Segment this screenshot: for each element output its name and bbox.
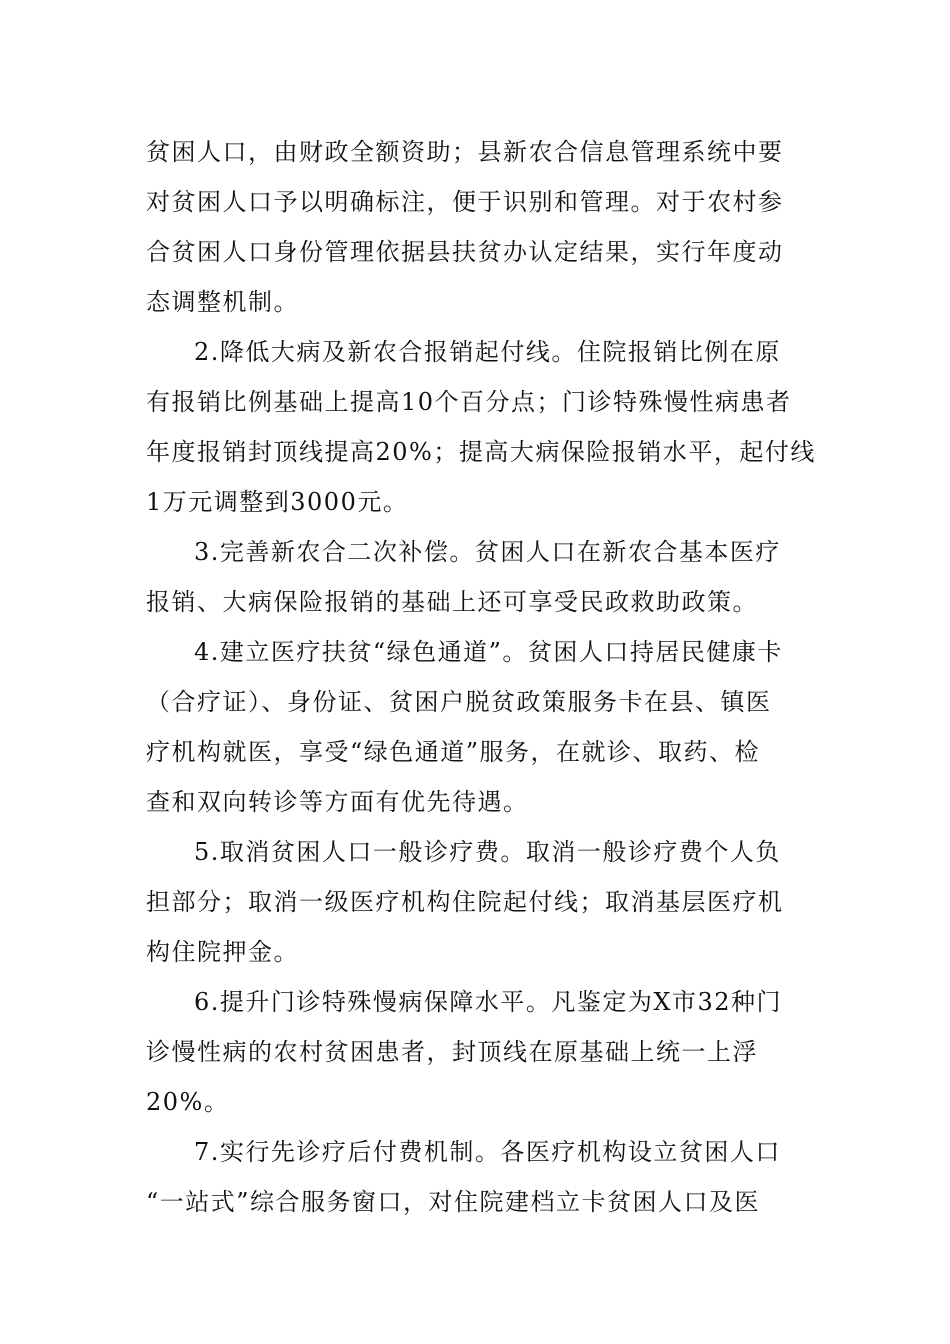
text-line: 年度报销封顶线提高20%；提高大病保险报销水平，起付线 xyxy=(146,438,816,466)
paragraph-7-start: 7.实行先诊疗后付费机制。各医疗机构设立贫困人口 xyxy=(194,1138,781,1166)
text-line: 20%。 xyxy=(146,1088,230,1116)
text-line: 担部分；取消一级医疗机构住院起付线；取消基层医疗机 xyxy=(146,888,784,916)
text-line: 报销、大病保险报销的基础上还可享受民政救助政策。 xyxy=(146,588,758,616)
text-line: “一站式”综合服务窗口，对住院建档立卡贫困人口及医 xyxy=(146,1188,761,1216)
text-line: 对贫困人口予以明确标注，便于识别和管理。对于农村参 xyxy=(146,188,784,216)
text-line: （合疗证）、身份证、贫困户脱贫政策服务卡在县、镇医 xyxy=(146,688,772,716)
text-line: 1万元调整到3000元。 xyxy=(146,488,409,516)
text-line: 贫困人口，由财政全额资助；县新农合信息管理系统中要 xyxy=(146,138,784,166)
text-line: 有报销比例基础上提高10个百分点；门诊特殊慢性病患者 xyxy=(146,388,792,416)
text-line: 态调整机制。 xyxy=(146,288,299,316)
paragraph-2-start: 2.降低大病及新农合报销起付线。住院报销比例在原 xyxy=(194,338,781,366)
paragraph-4-start: 4.建立医疗扶贫“绿色通道”。贫困人口持居民健康卡 xyxy=(194,638,783,666)
text-line: 诊慢性病的农村贫困患者，封顶线在原基础上统一上浮 xyxy=(146,1038,758,1066)
paragraph-6-start: 6.提升门诊特殊慢病保障水平。凡鉴定为X市32种门 xyxy=(194,988,783,1016)
text-line: 合贫困人口身份管理依据县扶贫办认定结果，实行年度动 xyxy=(146,238,784,266)
text-line: 疗机构就医，享受“绿色通道”服务，在就诊、取药、检 xyxy=(146,738,761,766)
paragraph-3-start: 3.完善新农合二次补偿。贫困人口在新农合基本医疗 xyxy=(194,538,781,566)
text-line: 查和双向转诊等方面有优先待遇。 xyxy=(146,788,529,816)
paragraph-5-start: 5.取消贫困人口一般诊疗费。取消一般诊疗费个人负 xyxy=(194,838,781,866)
text-line: 构住院押金。 xyxy=(146,938,299,966)
